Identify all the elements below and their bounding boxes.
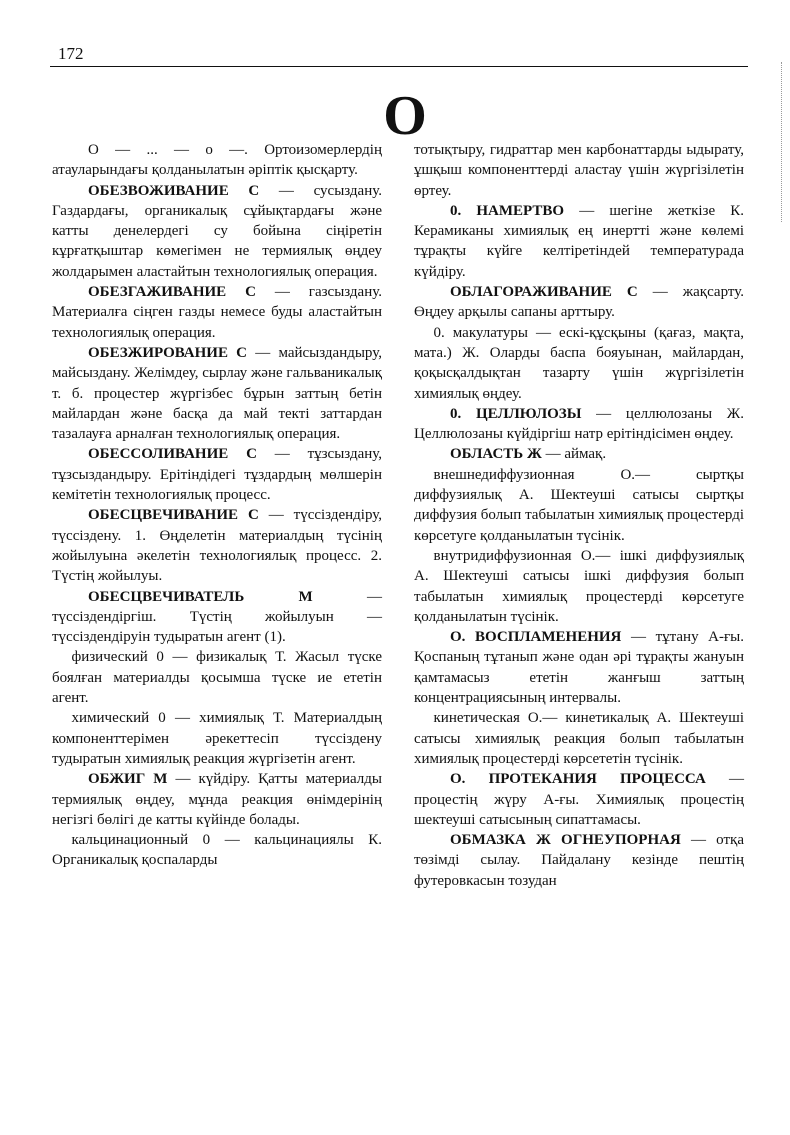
entry-definition: внешнедиффузионная О.— сыртқы диффузиялық А. Шектеуші сатысы сыртқы диффузия болып табылатын химиялық процестерді көрсетуге қолданылатын түсінік. xyxy=(414,466,744,544)
dictionary-entry xyxy=(414,444,744,464)
dictionary-entry xyxy=(52,505,382,586)
dictionary-entry xyxy=(52,830,382,871)
entry-headword: ОБЕЗГАЖИВАНИЕ С xyxy=(88,284,256,301)
dictionary-entry xyxy=(52,282,382,343)
scan-edge-mark xyxy=(781,62,784,222)
dictionary-entry xyxy=(414,282,744,323)
entry-headword: ОБЕССОЛИВАНИЕ С xyxy=(88,446,257,463)
dictionary-entry xyxy=(414,465,744,546)
dictionary-entry xyxy=(52,708,382,769)
dictionary-entry xyxy=(414,627,744,708)
dictionary-entry xyxy=(52,181,382,282)
dictionary-entry xyxy=(414,323,744,404)
entry-definition: химический 0 — химиялық Т. Материалдың компоненттерімен әрекеттесіп түссіздену тудыратын химиялық реакция жүргізетін агент. xyxy=(52,710,382,767)
entry-definition: кинетическая О.— кинетикалық А. Шектеуші сатысы химиялық реакция болып табылатын химиялық процестерді көрсететін түсінік. xyxy=(414,710,744,767)
page-number: 172 xyxy=(58,44,84,63)
header-rule xyxy=(50,66,748,67)
dictionary-entry xyxy=(52,343,382,444)
entry-headword: ОБЕСЦВЕЧИВАНИЕ С xyxy=(88,507,259,524)
entry-definition: физический 0 — физикалық Т. Жасыл түске боялған материалды қосымша түске ие ететін агент. xyxy=(52,649,382,707)
entry-headword: ОБЛАСТЬ Ж xyxy=(450,446,542,463)
entry-definition: — отқа төзімді сылау. Пайдалану кезінде пештің футеровкасын тозудан xyxy=(414,832,744,889)
dictionary-entry xyxy=(52,140,382,181)
dictionary-entry xyxy=(414,546,744,627)
entry-definition: — түссіздендіргіш. Түстің жойылуын — түссіздендіруін тудыратын агент (1). xyxy=(52,588,382,646)
page-header xyxy=(50,42,748,66)
entry-definition: — күйдіру. Қатты материалды термиялық өңдеу, мұнда реакция өнімдерінің негізгі бөлігі де катты күйінде болады. xyxy=(52,771,382,828)
dictionary-entry xyxy=(414,708,744,769)
entry-definition: — жақсарту. Өңдеу арқылы сапаны арттыру. xyxy=(414,284,745,321)
entry-headword: ОБЕСЦВЕЧИВАТЕЛЬ М xyxy=(88,588,313,605)
entry-definition: — шегіне жеткізе К. Керамиканы химиялық ең инертті және көлемі тұрақты күйге келтіретіндей температурада күйдіру. xyxy=(414,202,745,280)
entry-definition: — процестің жүру А-ғы. Химиялық процестің шектеуші сатысының сипаттамасы. xyxy=(414,771,745,828)
section-letter: O xyxy=(383,85,427,147)
entry-headword: О. ПРОТЕКАНИЯ ПРОЦЕССА xyxy=(450,771,706,788)
entry-definition: внутридиффузионная О.— ішкі диффузиялық А. Шектеуші сатысы ішкі диффузия болып табылатын химиялық процестерді көрсетуге қолданылатын түсінік. xyxy=(414,547,744,625)
entry-definition: — майсыздандыру, майсыздану. Желімдеу, сырлау және гальваникалық т. б. процестер жүргізбес бұрын заттың бетін майлардан және басқа да май текті заттардан тазалауға арналған технологиялық операция. xyxy=(52,344,382,443)
dictionary-entry xyxy=(52,587,382,648)
entry-definition: — сусыздану. Газдардағы, органикалық сұйықтардағы және катты денелердегі су бойына сіңіретін кұрғатқыштар көмегімен не термиялық өңдеу жолдарымен аластайтын технологиялық операция. xyxy=(52,182,382,280)
dictionary-entry xyxy=(414,769,744,830)
entry-headword: ОБЕЗВОЖИВАНИЕ С xyxy=(88,182,260,199)
entry-definition: — целлюлозаны Ж. Целлюлозаны күйдіргіш натр ерітіндісімен өңдеу. xyxy=(414,405,744,443)
right-column xyxy=(414,140,744,891)
entry-definition: — түссіздендіру, түссіздену. 1. Өңделетін материалдың түсінің жойылуына әкелетін технологиялық процесс. 2. Түстің жойылуы. xyxy=(52,507,383,585)
entry-definition: — тұтану А-ғы. Қоспаның тұтанып және одан әрі тұрақты жануын қамтамасыз ететін жанғыш заттың концентрациясының интервалы. xyxy=(414,629,744,707)
entry-definition: — аймақ. xyxy=(541,446,607,463)
entry-definition: — газсыздану. Материалға сіңген газды немесе буды аластайтын технологиялық операция. xyxy=(52,284,382,341)
dictionary-entry xyxy=(414,201,744,282)
dictionary-entry xyxy=(414,404,744,445)
entry-headword: ОБЛАГОРАЖИВАНИЕ С xyxy=(450,284,638,301)
dictionary-entry xyxy=(414,140,744,201)
entry-definition: О — ... — о —. Ортоизомерлердің атауларындағы қолданылатын әріптік қысқарту. xyxy=(52,142,382,179)
entry-headword: ОБМАЗКА Ж ОГНЕУПОРНАЯ xyxy=(450,832,681,849)
entry-headword: ОБЖИГ М xyxy=(88,771,168,788)
entry-headword: 0. НАМЕРТВО xyxy=(450,202,565,219)
dictionary-entry xyxy=(52,647,382,708)
dictionary-entry xyxy=(52,444,382,505)
entry-headword: О. ВОСПЛАМЕНЕНИЯ xyxy=(450,629,622,646)
entry-definition: — тұзсыздану, тұзсыздандыру. Ерітіндідегі тұздардың мөлшерін кемітетін технологиялық процесс. xyxy=(52,446,383,504)
entry-headword: 0. ЦЕЛЛЮЛОЗЫ xyxy=(450,405,582,422)
entry-definition: 0. макулатуры — ескі-құсқыны (қағаз, мақта, мата.) Ж. Оларды баспа бояуынан, майлардан, қоқысқалдықтан тазарту үшін жүргізілетін химиялық өңдеу. xyxy=(414,324,744,402)
left-column xyxy=(52,140,382,871)
dictionary-entry xyxy=(52,769,382,830)
entry-definition: тотықтыру, гидраттар мен карбонаттарды ыдырату, ұшқыш компоненттерді аластау үшін жүргізілетін өртеу. xyxy=(414,142,744,199)
entry-headword: ОБЕЗЖИРОВАНИЕ С xyxy=(88,344,248,361)
dictionary-entry xyxy=(414,830,744,891)
entry-definition: кальцинационный 0 — кальцинациялы К. Органикалық қоспаларды xyxy=(52,832,382,869)
